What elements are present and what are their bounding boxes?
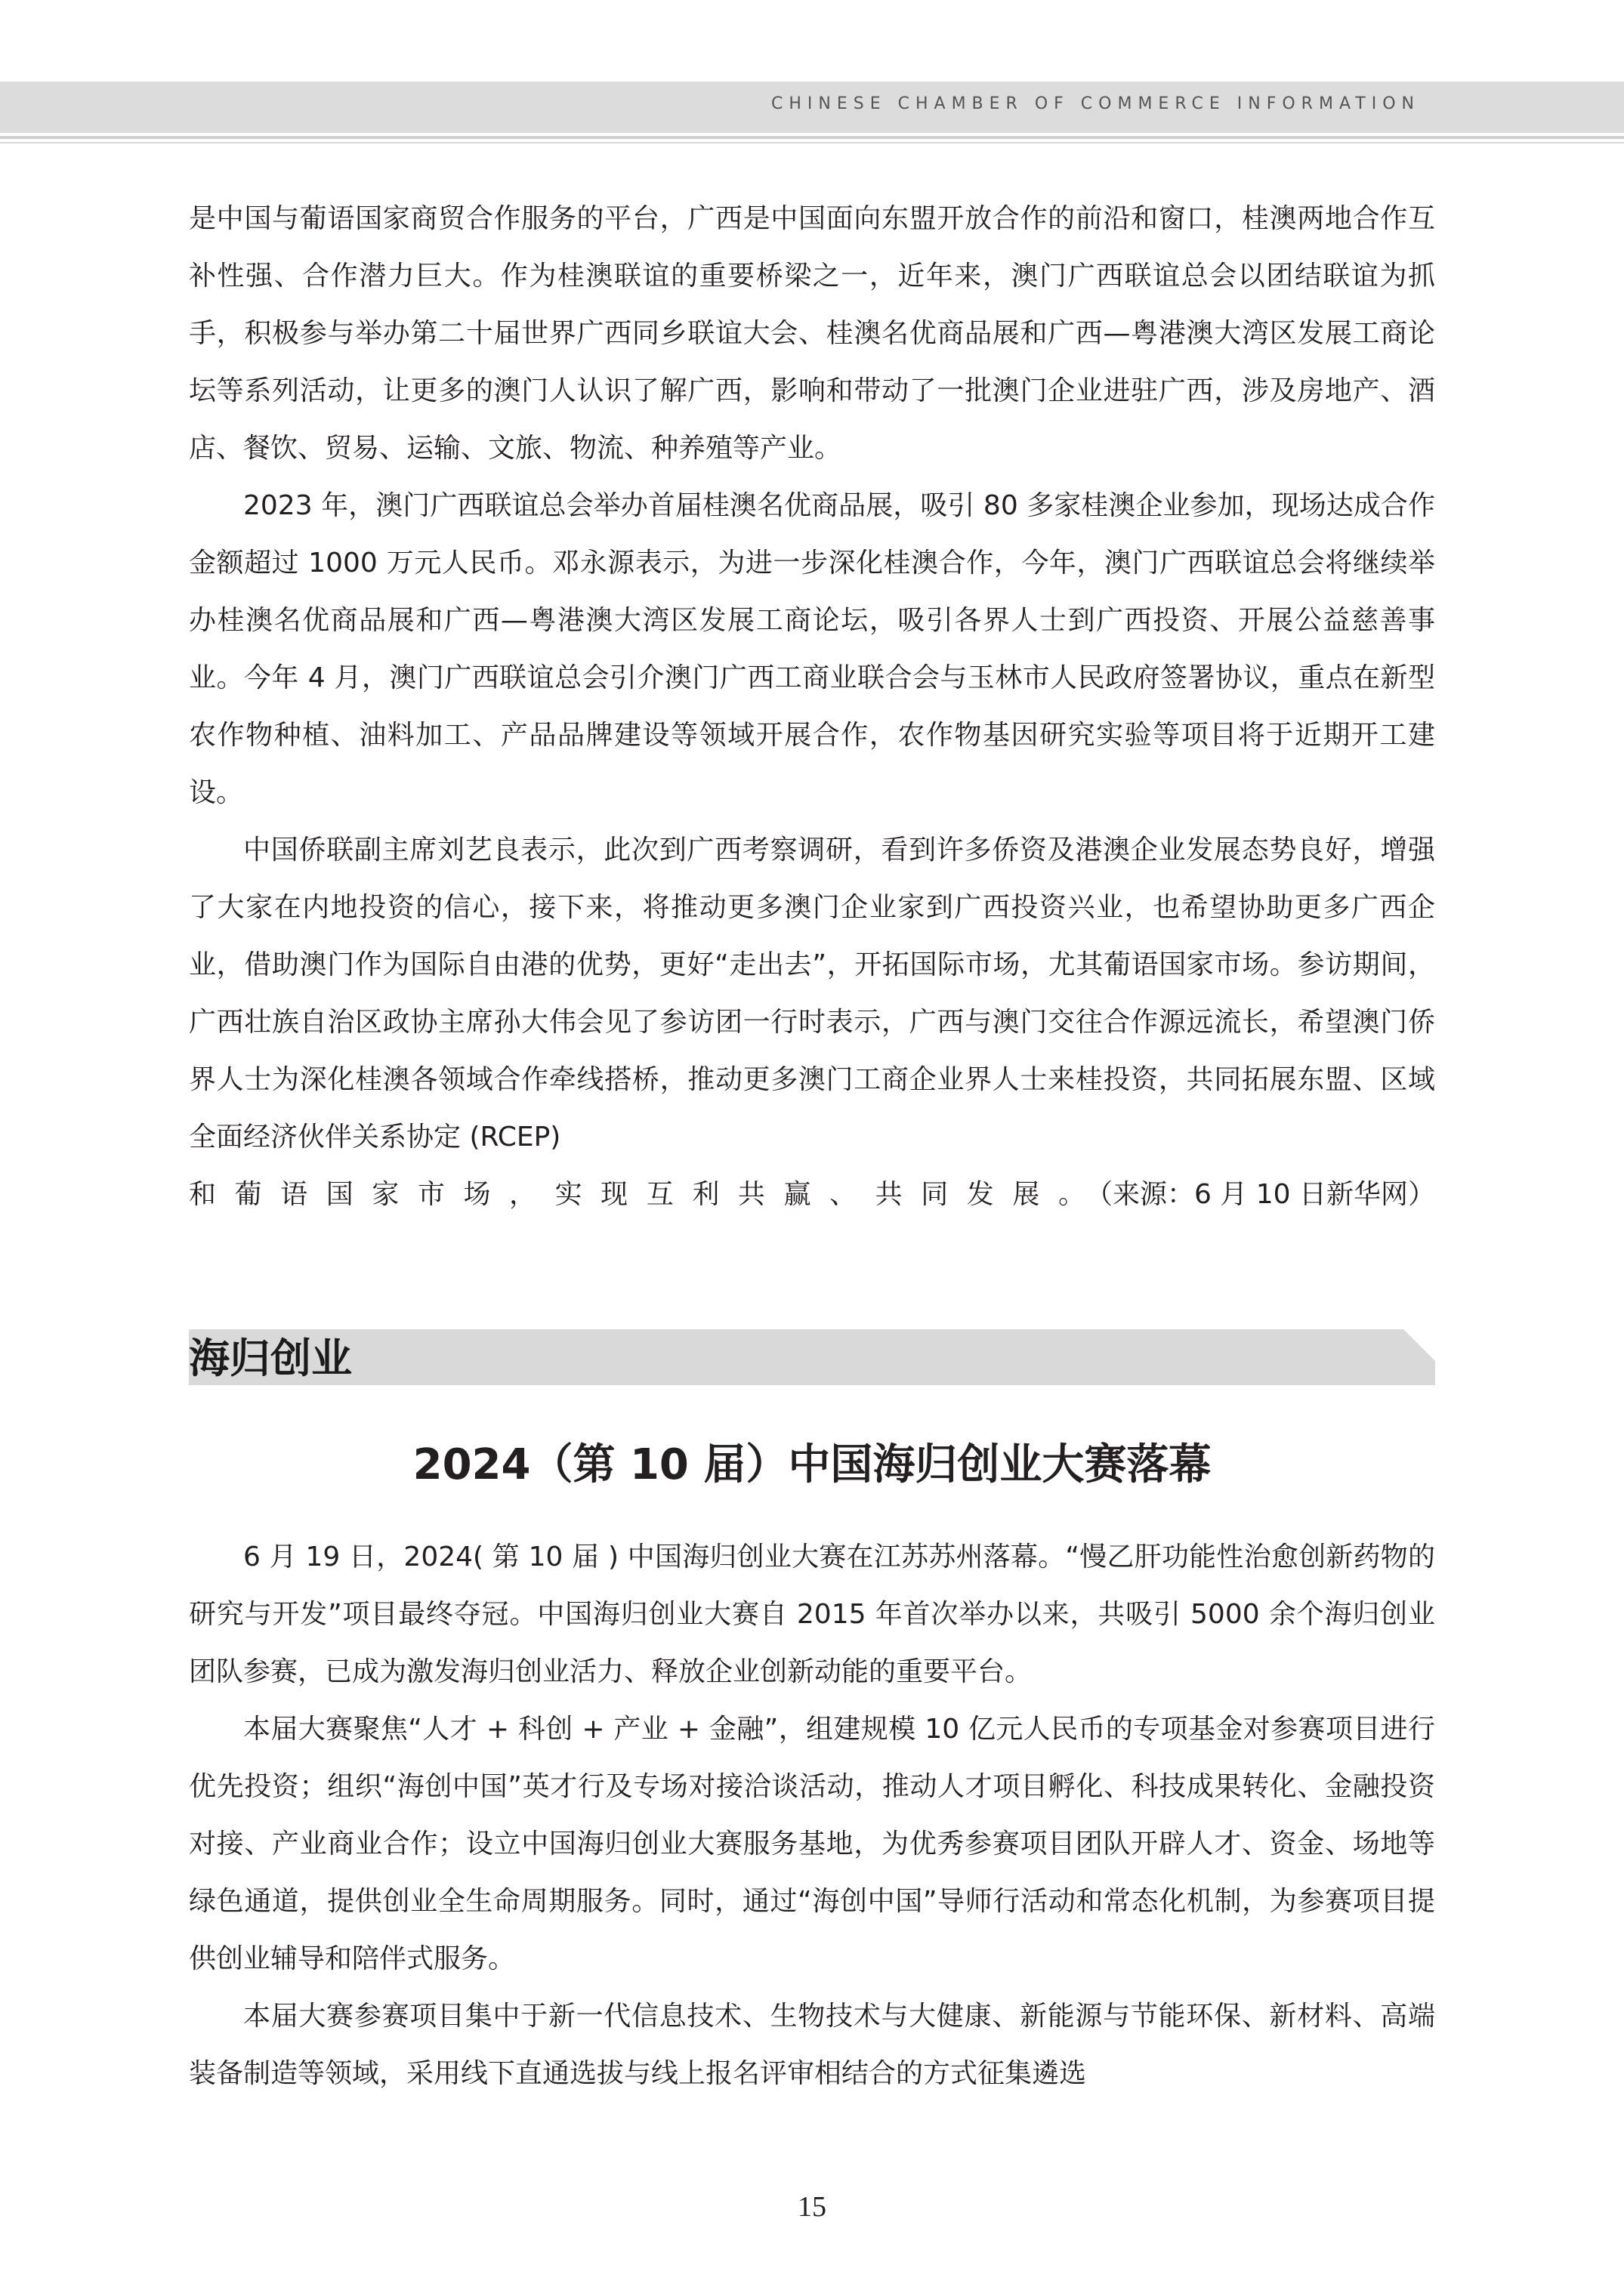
article-1-body [189, 190, 1435, 1224]
article-2-body [189, 1529, 1435, 2103]
article-2-paragraph-2: 本届大赛聚焦“人才 + 科创 + 产业 + 金融”，组建规模 10 亿元人民币的专项基金对参赛项目进行优先投资；组织“海创中国”英才行及专场对接洽谈活动，推动人才项目孵化、科技成果转化、金融投资对接、产业商业合作；设立中国海归创业大赛服务基地，为优秀参赛项目团队开辟人才、资金、场地等绿色通道，提供创业全生命周期服务。同时，通过“海创中国”导师行活动和常态化机制，为参赛项目提供创业辅导和陪伴式服务。 [189, 1714, 1435, 1974]
running-header: CHINESE CHAMBER OF COMMERCE INFORMATION [771, 94, 1420, 113]
page-number: 15 [798, 2191, 826, 2223]
header-rule-thin [0, 142, 1624, 144]
article-1-source: （来源：6 月 10 日新华网） [1085, 1179, 1435, 1210]
article-2-paragraph-1: 6 月 19 日，2024( 第 10 届 ) 中国海归创业大赛在江苏苏州落幕。“慢乙肝功能性治愈创新药物的研究与开发”项目最终夺冠。中国海归创业大赛自 2015 年首次举办以来，共吸引 5000 余个海归创业团队参赛，已成为激发海归创业活力、释放企业创新动能的重要平台。 [189, 1542, 1435, 1687]
article-1-paragraph-3-end: 和葡语国家市场，实现互利共赢、共同发展。 [189, 1179, 1085, 1210]
article-1-paragraph-1: 是中国与葡语国家商贸合作服务的平台，广西是中国面向东盟开放合作的前沿和窗口，桂澳两地合作互补性强、合作潜力巨大。作为桂澳联谊的重要桥梁之一，近年来，澳门广西联谊总会以团结联谊为抓手，积极参与举办第二十届世界广西同乡联谊大会、桂澳名优商品展和广西—粤港澳大湾区发展工商论坛等系列活动，让更多的澳门人认识了解广西，影响和带动了一批澳门企业进驻广西，涉及房地产、酒店、餐饮、贸易、运输、文旅、物流、种养殖等产业。 [189, 203, 1435, 464]
section-banner [189, 1329, 1435, 1385]
article-2-paragraph-3: 本届大赛参赛项目集中于新一代信息技术、生物技术与大健康、新能源与节能环保、新材料、高端装备制造等领域，采用线下直通选拔与线上报名评审相结合的方式征集遴选 [189, 2001, 1435, 2089]
article-2-title: 2024（第 10 届）中国海归创业大赛落幕 [412, 1440, 1212, 1489]
article-1-closing-line [189, 1166, 1435, 1224]
section-title: 海归创业 [189, 1334, 352, 1382]
article-1-paragraph-3: 中国侨联副主席刘艺良表示，此次到广西考察调研，看到许多侨资及港澳企业发展态势良好，增强了大家在内地投资的信心，接下来，将推动更多澳门企业家到广西投资兴业，也希望协助更多广西企业，借助澳门作为国际自由港的优势，更好“走出去”，开拓国际市场，尤其葡语国家市场。参访期间，广西壮族自治区政协主席孙大伟会见了参访团一行时表示，广西与澳门交往合作源远流长，希望澳门侨界人士为深化桂澳各领域合作牵线搭桥，推动更多澳门工商企业界人士来桂投资，共同拓展东盟、区域全面经济伙伴关系协定 (RCEP) [189, 835, 1435, 1153]
article-1-paragraph-2: 2023 年，澳门广西联谊总会举办首届桂澳名优商品展，吸引 80 多家桂澳企业参加，现场达成合作金额超过 1000 万元人民币。邓永源表示，为进一步深化桂澳合作，今年，澳门广西联谊总会将继续举办桂澳名优商品展和广西—粤港澳大湾区发展工商论坛，吸引各界人士到广西投资、开展公益慈善事业。今年 4 月，澳门广西联谊总会引介澳门广西工商业联合会与玉林市人民政府签署协议，重点在新型农作物种植、油料加工、产品品牌建设等领域开展合作，农作物基因研究实验等项目将于近期开工建设。 [189, 490, 1435, 808]
header-rule [0, 136, 1624, 139]
